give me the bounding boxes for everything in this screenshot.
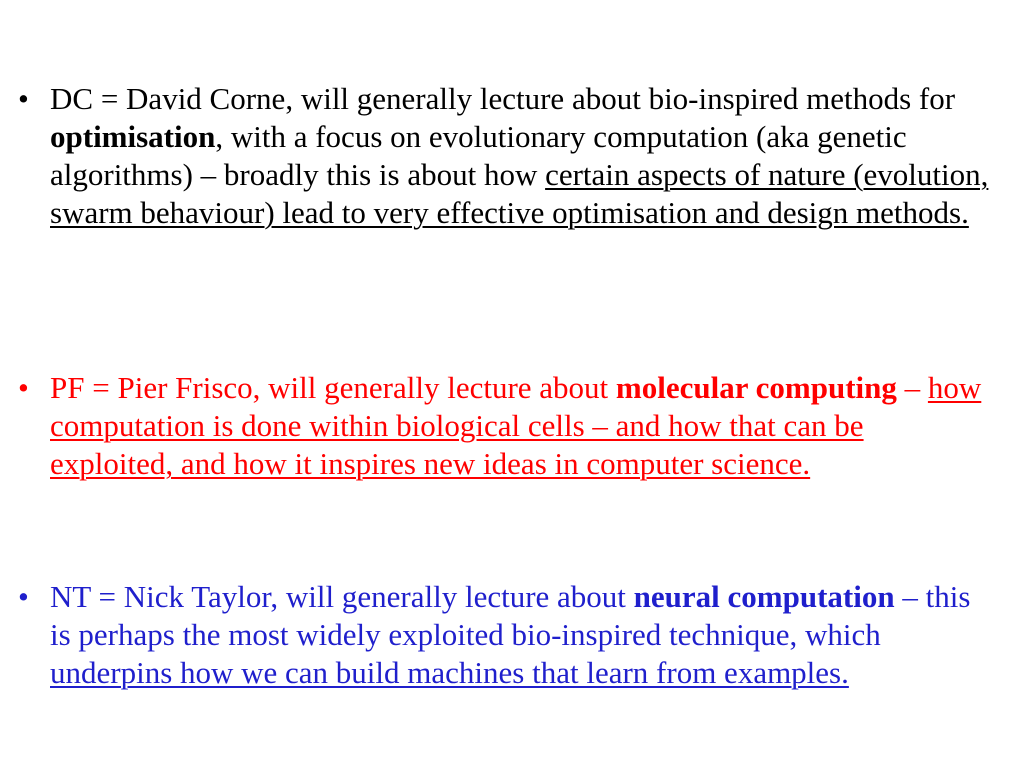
bullet-dot: • <box>18 579 29 614</box>
bullet-text: NT = Nick Taylor, will generally lecture about <box>50 579 634 614</box>
bullet-text: – this is perhaps the most widely exploited bio-inspired technique, which <box>50 579 971 652</box>
bullet-bold-term: molecular computing <box>615 370 897 405</box>
bullet-text: PF = Pier Frisco, will generally lecture about <box>50 370 616 405</box>
bullet-dot: • <box>18 370 29 405</box>
bullet-text: , with a focus on evolutionary computation (aka genetic algorithms) – broadly this is about how <box>50 119 907 192</box>
bullet-underlined-text: underpins how we can build machines that learn from examples. <box>50 655 849 690</box>
bullet-dc <box>18 80 990 232</box>
bullet-bold-term: neural computation <box>633 579 895 614</box>
bullet-text: DC = David Corne, will generally lecture about bio-inspired methods for <box>50 81 956 116</box>
bullet-bold-term: optimisation <box>50 119 216 154</box>
bullet-text: – <box>896 370 928 405</box>
bullet-underlined-text: certain aspects of nature (evolution, swarm behaviour) lead to very effective optimisation and design methods. <box>50 157 989 230</box>
bullet-nt <box>18 578 990 692</box>
bullet-underlined-text: how computation is done within biological cells – and how that can be exploited, and how it inspires new ideas in computer science. <box>50 370 982 481</box>
bullet-dot: • <box>18 81 29 116</box>
bullet-pf <box>18 369 990 483</box>
